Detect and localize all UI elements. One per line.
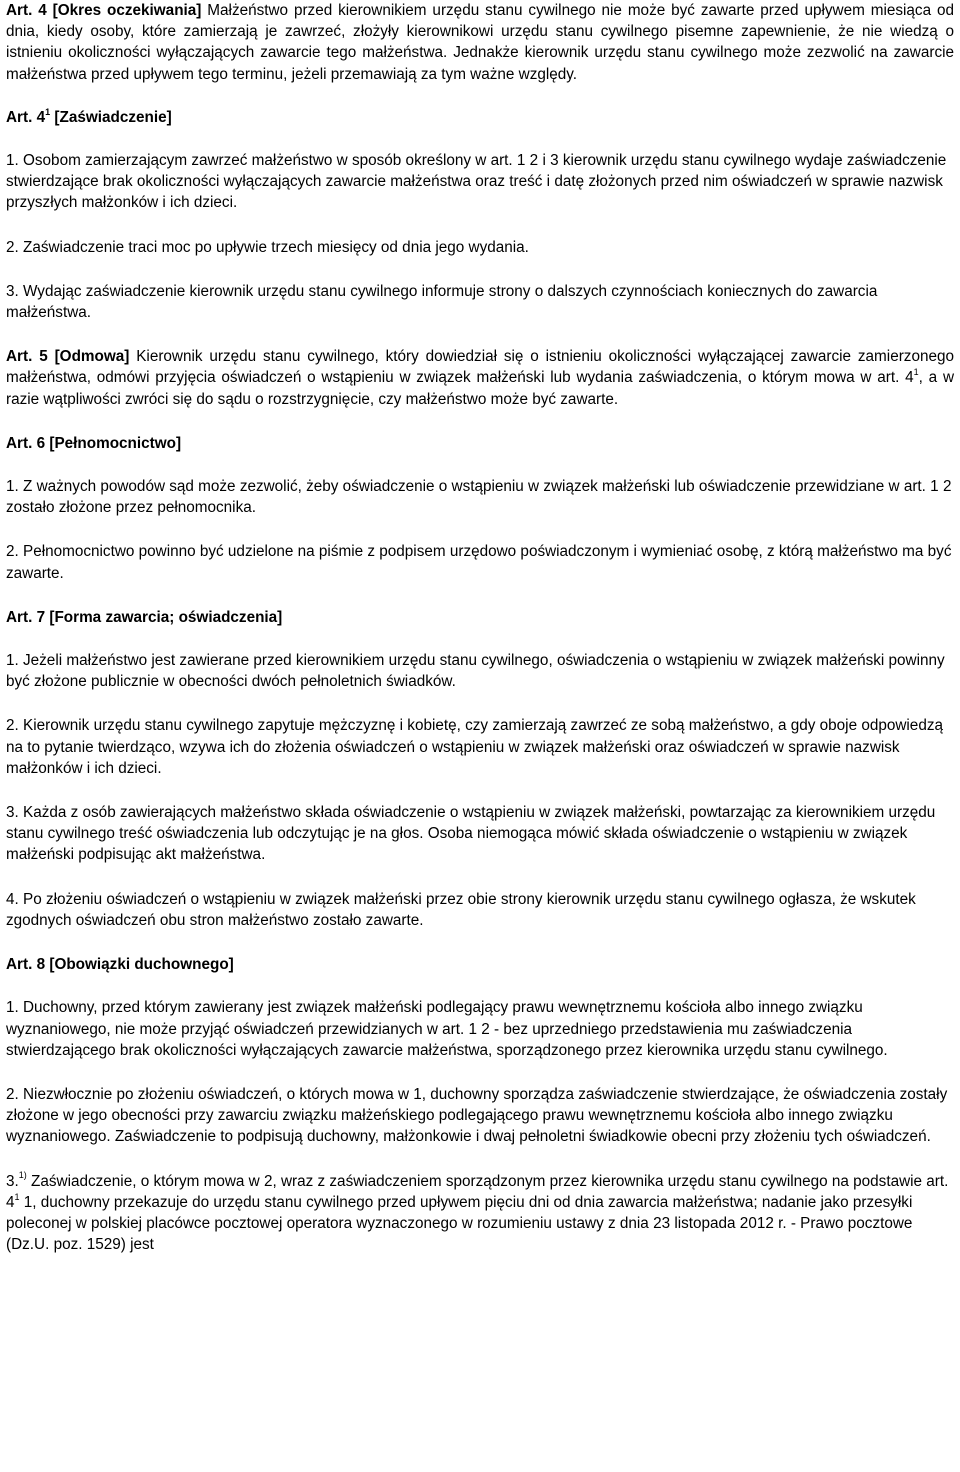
art6-heading: Art. 6 [Pełnomocnictwo]: [6, 434, 182, 452]
art5-text-b: , a w razie wątpliwości zwróci się do sądu o rozstrzygnięcie, czy małżeństwo może być zawarte.: [6, 369, 954, 408]
art4-label: Art. 4 [Okres oczekiwania]: [6, 2, 202, 19]
art5-paragraph: [6, 346, 954, 410]
art4-paragraph: [6, 0, 954, 85]
art8-p3-num: 3.: [6, 1172, 19, 1190]
art5-label-a: Art. 5: [6, 348, 48, 366]
art8-p3-a: Zaświadczenie, o którym mowa w 2, wraz z zaświadczeniem sporządzonym przez kierownika urzędu stanu cywilnego na podstawie art. 4: [6, 1172, 949, 1211]
art5-label-b: [Odmowa]: [47, 348, 130, 366]
art8-p3-sup2: 1: [14, 1191, 20, 1202]
art5-text-a: Kierownik urzędu stanu cywilnego, który dowiedział się o istnieniu okoliczności wyłączającej zawarcie zamierzonego małżeństwa, odmówi przyjęcia oświadczeń o wstąpieniu w związek małżeński lub wydania zaświadczenia, o którym mowa w art. 4: [6, 348, 954, 387]
art8-p3: [6, 1171, 954, 1256]
art8-heading: Art. 8 [Obowiązki duchownego]: [6, 956, 234, 974]
art6-p1: 1. Z ważnych powodów sąd może zezwolić, żeby oświadczenie o wstąpieniu w związek małżeński lub oświadczenie przewidziane w art. 1 2 zostało złożone przez pełnomocnika.: [6, 478, 952, 517]
art7-p2: 2. Kierownik urzędu stanu cywilnego zapytuje mężczyznę i kobietę, czy zamierzają zawrzeć ze sobą małżeństwo, a gdy oboje odpowiedzą na to pytanie twierdząco, wzywa ich do złożenia oświadczeń o wstąpieniu w związek małżeński oraz oświadczeń w sprawie nazwisk małżonków i ich dzieci.: [6, 717, 943, 777]
art4-1-p1: [6, 150, 954, 214]
art4-1-heading-sup: 1: [45, 106, 51, 117]
art4-1-p2: 2. Zaświadczenie traci moc po upływie trzech miesięcy od dnia jego wydania.: [6, 238, 529, 256]
art4-1-p1-a: 1. Osobom zamierzającym zawrzeć małżeństwo w sposób określony w art. 1: [6, 152, 526, 170]
art8-p2: 2. Niezwłocznie po złożeniu oświadczeń, o których mowa w 1, duchowny sporządza zaświadczenie stwierdzające, że oświadczenia zostały złożone w jego obecności przy zawarciu związku małżeńskiego podlegającego prawu wewnętrznemu kościoła albo innego związku wyznaniowego. Zaświadczenie to podpisują duchowny, małżonkowie i dwaj pełnoletni świadkowie obecni przy złożeniu tych oświadczeń.: [6, 1085, 948, 1146]
art4-1-heading-text: Art. 4: [6, 108, 46, 126]
art4-1-p1-b: 2 i 3 kierownik urzędu stanu cywilnego wydaje zaświadczenie stwierdzające brak okoliczności wyłączających zawarcie małżeństwa oraz treść i datę złożonych przed nim oświadczeń w sprawie nazwisk przyszłych małżonków i ich dzieci.: [6, 152, 947, 212]
art4-1-p3: 3. Wydając zaświadczenie kierownik urzędu stanu cywilnego informuje strony o dalszych czynnościach koniecznych do zawarcia małżeństwa.: [6, 282, 878, 322]
art6-p2: 2. Pełnomocnictwo powinno być udzielone na piśmie z podpisem urzędowo poświadczonym i wymieniać osobę, z którą małżeństwo ma być zawarte.: [6, 543, 952, 582]
art5-text-sup: 1: [913, 367, 919, 378]
art7-p4: 4. Po złożeniu oświadczeń o wstąpieniu w związek małżeński przez obie strony kierownik urzędu stanu cywilnego ogłasza, że wskutek zgodnych oświadczeń obu stron małżeństwo zostało zawarte.: [6, 890, 916, 929]
art4-1-heading: [6, 107, 954, 128]
art8-p1: 1. Duchowny, przed którym zawierany jest związek małżeński podlegający prawu wewnętrznemu kościoła albo innego związku wyznaniowego, nie może przyjąć oświadczeń przewidzianych w art. 1 2 - bez uprzedniego przedstawienia mu zaświadczenia stwierdzającego brak okoliczności wyłączających zawarcie małżeństwa, sporządzonego przez kierownika urzędu stanu cywilnego.: [6, 999, 888, 1059]
art7-p1: 1. Jeżeli małżeństwo jest zawierane przed kierownikiem urzędu stanu cywilnego, oświadczenia o wstąpieniu w związek małżeński powinny być złożone publicznie w obecności dwóch pełnoletnich świadków.: [6, 652, 945, 691]
art8-p3-b: 1, duchowny przekazuje do urzędu stanu cywilnego przed upływem pięciu dni od dnia zawarcia małżeństwa; nadanie jako przesyłki poleconej w polskiej placówce pocztowej operatora wyznaczonego w rozumieniu ustawy z dnia 23 listopada 2012 r. - Prawo pocztowe (Dz.U. poz. 1529) jest: [6, 1193, 913, 1254]
art4-1-heading-title: [Zaświadczenie]: [50, 108, 172, 126]
art7-heading: Art. 7 [Forma zawarcia; oświadczenia]: [6, 608, 283, 626]
art4-text: Małżeństwo przed kierownikiem urzędu stanu cywilnego nie może być zawarte przed upływem miesiąca od dnia, kiedy osoby, które zamierzają je zawrzeć, złożyły kierownikowi urzędu stanu cywilnego pisemne zapewnienie, że nie wiedzą o istnieniu okoliczności wyłączających zawarcie tego małżeństwa. Jednakże kierownik urzędu stanu cywilnego może zezwolić na zawarcie małżeństwa przed upływem tego terminu, jeżeli przemawiają za tym ważne względy.: [6, 2, 954, 83]
art7-p3: 3. Każda z osób zawierających małżeństwo składa oświadczenie o wstąpieniu w związek małżeński, powtarzając za kierownikiem urzędu stanu cywilnego treść oświadczenia lub odczytując je na głos. Osoba niemogąca mówić składa oświadczenie o wstąpieniu w związek małżeński podpisując akt małżeństwa.: [6, 804, 936, 864]
art8-p3-footnote: 1): [18, 1170, 27, 1181]
